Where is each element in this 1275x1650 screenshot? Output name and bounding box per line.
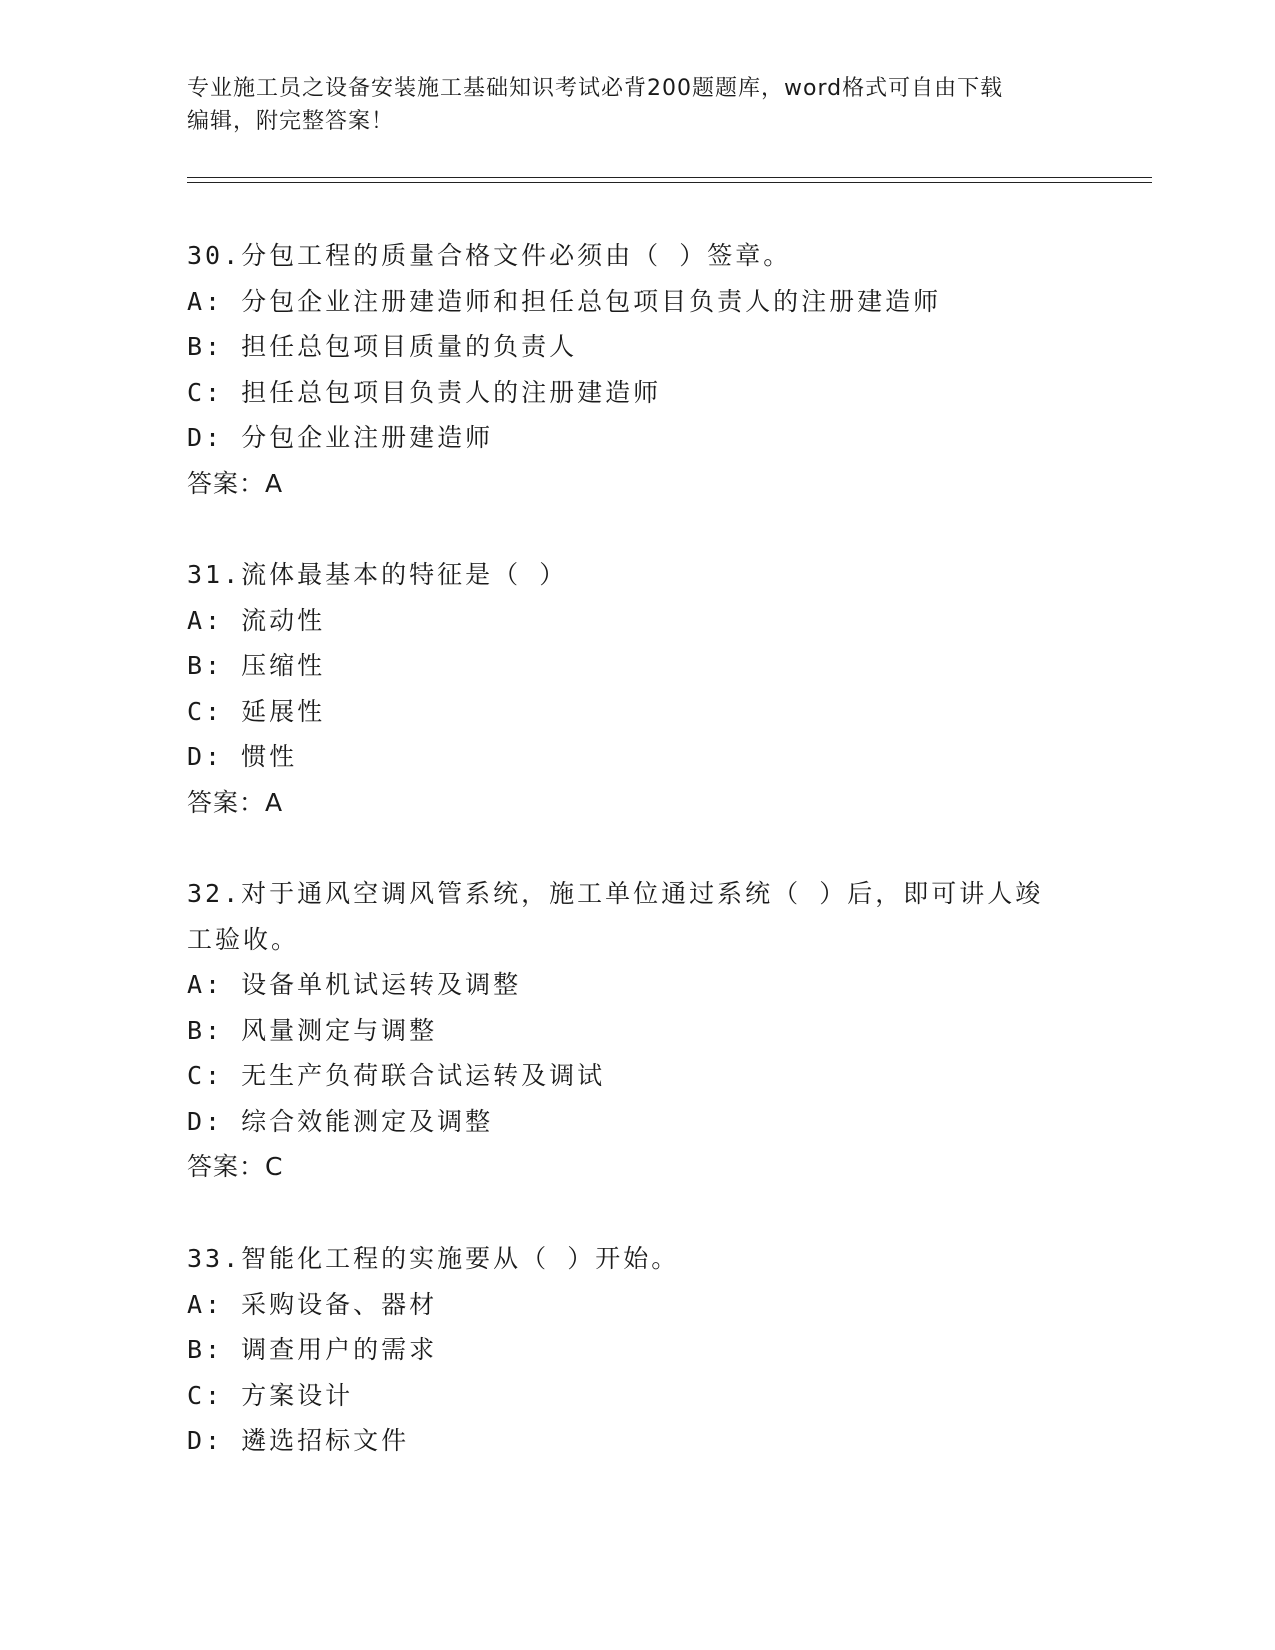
option-b: B: 压缩性 bbox=[187, 651, 326, 680]
question-32 bbox=[187, 871, 1087, 1190]
question-stem: 32.对于通风空调风管系统，施工单位通过系统（ ）后，即可讲人竣 bbox=[187, 879, 1044, 908]
option-b: B: 担任总包项目质量的负责人 bbox=[187, 332, 578, 361]
question-31 bbox=[187, 552, 1087, 825]
answer-line: 答案：A bbox=[187, 468, 284, 498]
header-line-1: 专业施工员之设备安装施工基础知识考试必背200题题库，word格式可自由下载 bbox=[187, 76, 1004, 101]
question-stem: 30.分包工程的质量合格文件必须由（ ）签章。 bbox=[187, 241, 792, 270]
option-d: D: 分包企业注册建造师 bbox=[187, 423, 494, 452]
option-d: D: 遴选招标文件 bbox=[187, 1426, 410, 1455]
answer-line: 答案：A bbox=[187, 787, 284, 817]
header-rule-bottom bbox=[187, 182, 1152, 183]
document-header bbox=[187, 72, 1087, 138]
header-rule-top bbox=[187, 177, 1152, 178]
option-a: A: 分包企业注册建造师和担任总包项目负责人的注册建造师 bbox=[187, 286, 942, 316]
option-a: A: 流动性 bbox=[187, 605, 326, 635]
option-d: D: 惯性 bbox=[187, 742, 298, 771]
question-30 bbox=[187, 233, 1087, 506]
option-c: C: 方案设计 bbox=[187, 1380, 354, 1410]
question-33 bbox=[187, 1236, 1087, 1464]
question-stem: 31.流体最基本的特征是（ ） bbox=[187, 560, 568, 589]
option-c: C: 延展性 bbox=[187, 696, 326, 726]
option-a: A: 设备单机试运转及调整 bbox=[187, 970, 522, 999]
option-b: B: 调查用户的需求 bbox=[187, 1335, 438, 1364]
option-c: C: 担任总包项目负责人的注册建造师 bbox=[187, 377, 662, 407]
option-a: A: 采购设备、器材 bbox=[187, 1289, 438, 1319]
option-c: C: 无生产负荷联合试运转及调试 bbox=[187, 1061, 606, 1090]
answer-line: 答案：C bbox=[187, 1152, 284, 1181]
question-stem: 33.智能化工程的实施要从（ ）开始。 bbox=[187, 1244, 680, 1273]
header-line-2: 编辑，附完整答案！ bbox=[187, 109, 395, 134]
option-d: D: 综合效能测定及调整 bbox=[187, 1106, 494, 1136]
option-b: B: 风量测定与调整 bbox=[187, 1015, 438, 1045]
question-stem-continued: 工验收。 bbox=[187, 924, 300, 954]
